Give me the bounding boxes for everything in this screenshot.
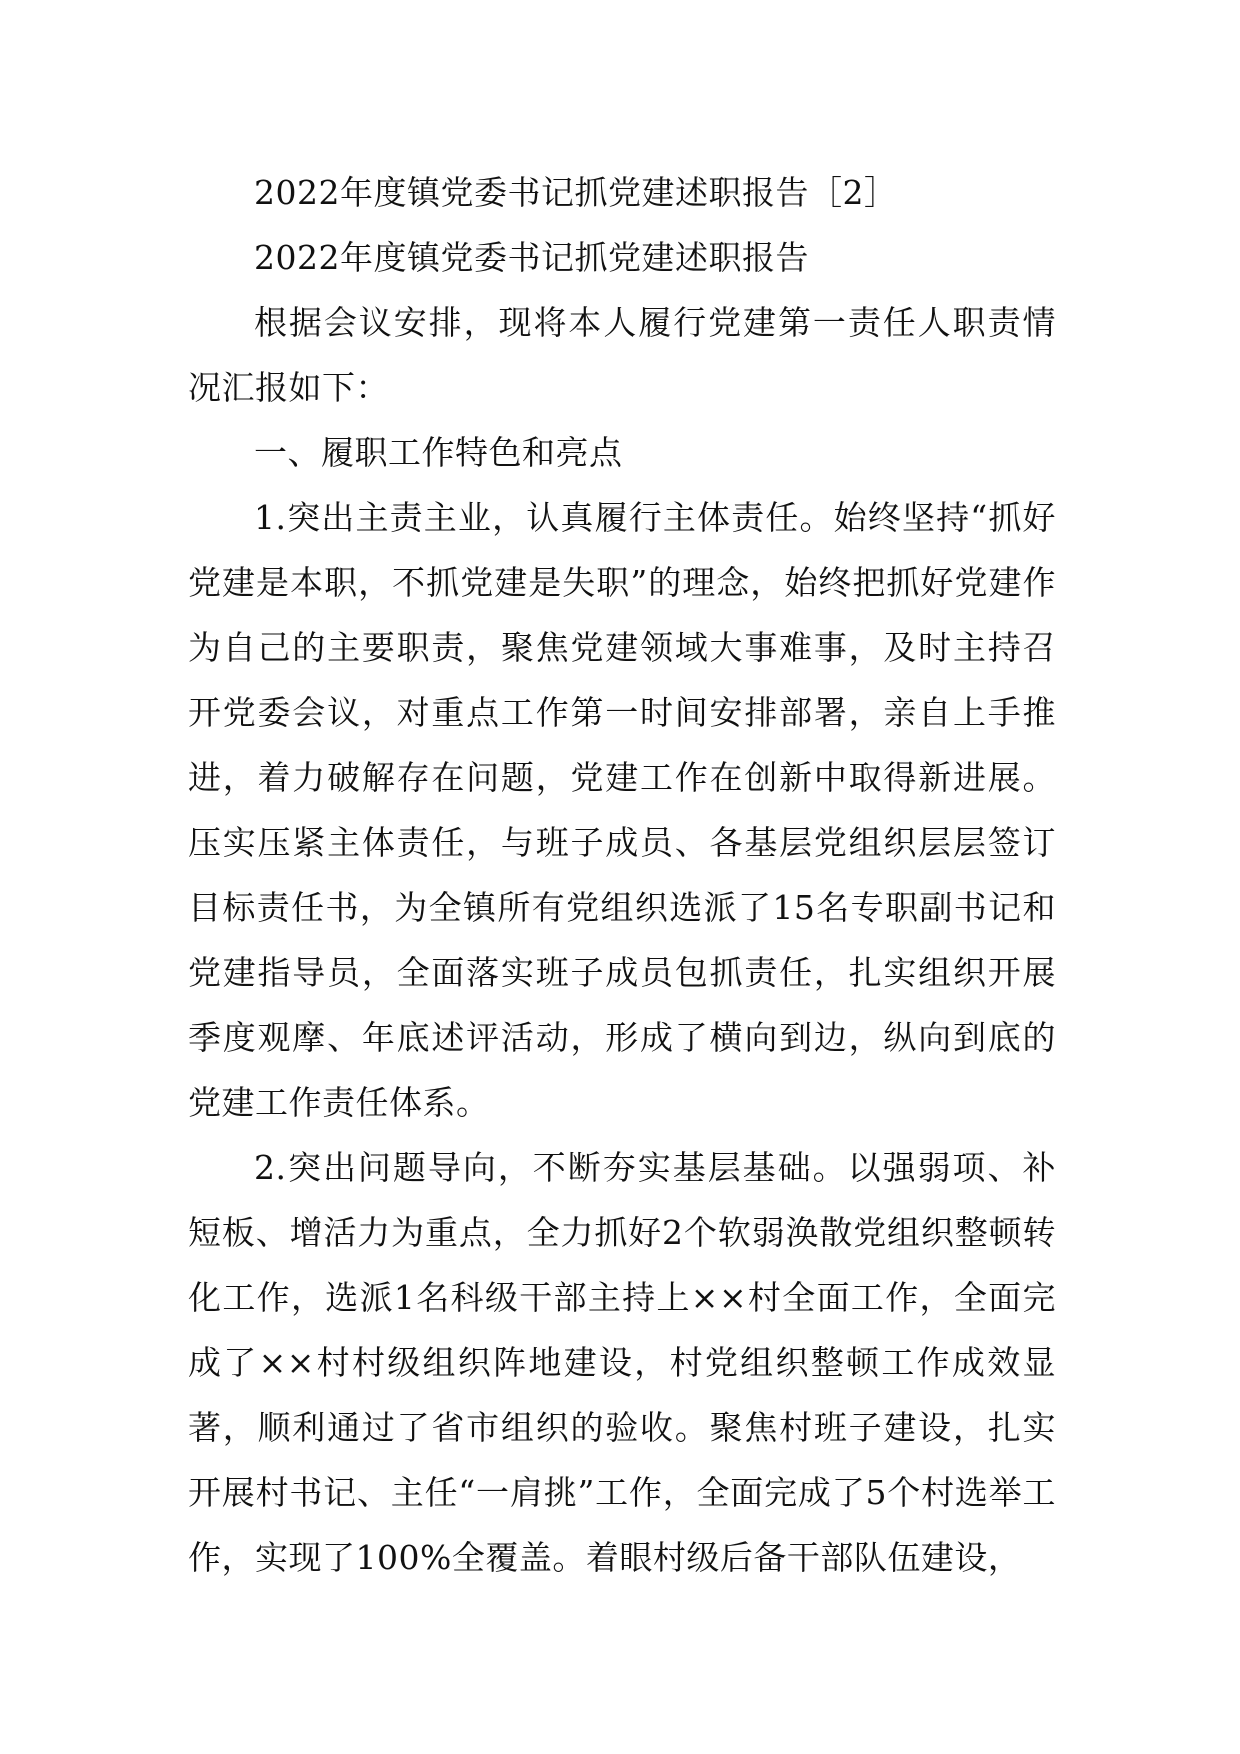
document-subtitle: 2022年度镇党委书记抓党建述职报告 — [254, 238, 809, 277]
document-title: 2022年度镇党委书记抓党建述职报告［2］ — [254, 173, 898, 212]
section-heading: 一、履职工作特色和亮点 — [254, 433, 623, 472]
document-page — [188, 160, 1056, 1590]
intro-paragraph: 根据会议安排，现将本人履行党建第一责任人职责情况汇报如下： — [188, 303, 1056, 407]
body-paragraph-2: 2.突出问题导向，不断夯实基层基础。以强弱项、补短板、增活力为重点，全力抓好2个软弱涣散党组织整顿转化工作，选派1名科级干部主持上××村全面工作，全面完成了××村村级组织阵地建设，村党组织整顿工作成效显著，顺利通过了省市组织的验收。聚焦村班子建设，扎实开展村书记、主任“一肩挑”工作，全面完成了5个村选举工作，实现了100%全覆盖。着眼村级后备干部队伍建设， — [188, 1148, 1056, 1577]
body-paragraph-1: 1.突出主责主业，认真履行主体责任。始终坚持“抓好党建是本职，不抓党建是失职”的理念，始终把抓好党建作为自己的主要职责，聚焦党建领域大事难事，及时主持召开党委会议，对重点工作第一时间安排部署，亲自上手推进，着力破解存在问题，党建工作在创新中取得新进展。压实压紧主体责任，与班子成员、各基层党组织层层签订目标责任书，为全镇所有党组织选派了15名专职副书记和党建指导员，全面落实班子成员包抓责任，扎实组织开展季度观摩、年底述评活动，形成了横向到边，纵向到底的党建工作责任体系。 — [188, 498, 1056, 1122]
